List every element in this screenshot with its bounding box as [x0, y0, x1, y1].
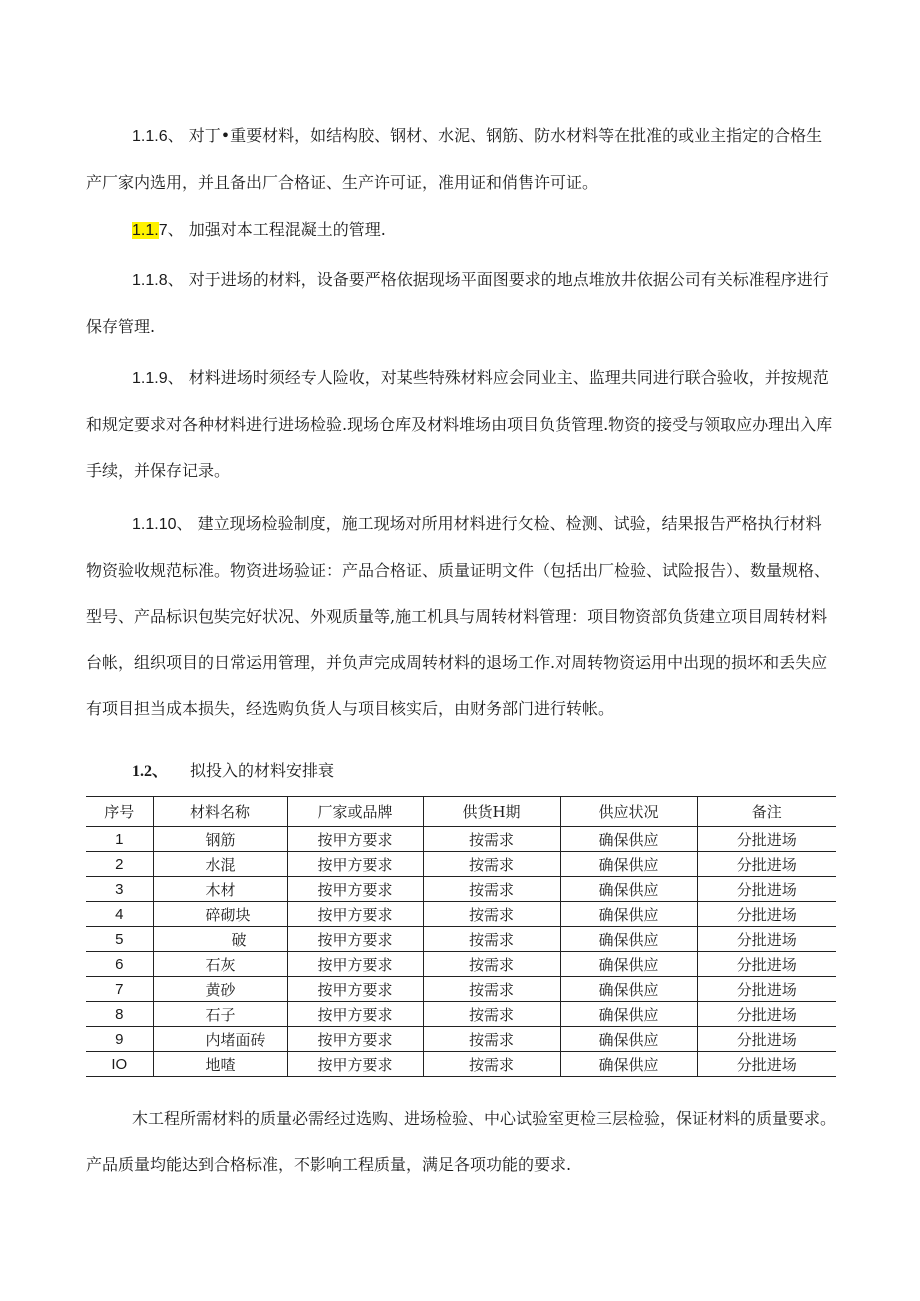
cell-remarks: 分批进场 [697, 977, 836, 1002]
section-number [132, 222, 184, 239]
table-row [86, 952, 836, 977]
paragraph-1-1-9 [86, 355, 836, 494]
cell-material-name: 内堵面砖 [153, 1027, 287, 1052]
paragraph-text: 对丁•重要材料，如结构胶、钢材、水泥、钢筋、防水材料等在批准的或业主指定的合格生产厂家内选用，并且备出厂合格证、生产许可证，准用证和俏售许可证。 [86, 126, 823, 192]
cell-material-name: 水混 [153, 852, 287, 877]
cell-manufacturer: 按甲方要求 [287, 1052, 423, 1077]
cell-manufacturer: 按甲方要求 [287, 927, 423, 952]
cell-remarks: 分批进场 [697, 827, 836, 852]
cell-supply-status: 确保供应 [560, 852, 697, 877]
closing-paragraph [86, 1096, 836, 1188]
cell-supply-date: 按需求 [423, 952, 560, 977]
heading-number: 1.2、 [132, 763, 169, 780]
cell-manufacturer: 按甲方要求 [287, 827, 423, 852]
paragraph-1-1-7 [86, 207, 836, 254]
cell-supply-status: 确保供应 [560, 977, 697, 1002]
cell-seq: 6 [86, 952, 153, 977]
section-number: 1.1.6、 [132, 128, 184, 145]
cell-remarks: 分批进场 [697, 852, 836, 877]
cell-seq: 8 [86, 1002, 153, 1027]
cell-seq: 1 [86, 827, 153, 852]
cell-supply-date: 按需求 [423, 827, 560, 852]
cell-remarks: 分批进场 [697, 1002, 836, 1027]
paragraph-1-1-8 [86, 257, 836, 350]
materials-table [86, 796, 836, 1077]
cell-supply-status: 确保供应 [560, 1027, 697, 1052]
highlighted-number: 1.1. [132, 222, 159, 239]
cell-material-name: 木材 [153, 877, 287, 902]
cell-material-name: 碎砌块 [153, 902, 287, 927]
header-supply-date: 供货H期 [423, 797, 560, 827]
cell-remarks: 分批进场 [697, 927, 836, 952]
header-supply-status: 供应状况 [560, 797, 697, 827]
cell-manufacturer: 按甲方要求 [287, 852, 423, 877]
cell-material-name: 地喳 [153, 1052, 287, 1077]
cell-remarks: 分批进场 [697, 902, 836, 927]
cell-supply-date: 按需求 [423, 1052, 560, 1077]
section-number: 1.1.10、 [132, 516, 193, 533]
paragraph-text: 木工程所需材料的质量必需经过选购、进场检验、中心试验室更检三层检验，保证材料的质量要求。产品质量均能达到合格标准，不影响工程质量，满足各项功能的要求. [86, 1109, 837, 1174]
cell-seq: 7 [86, 977, 153, 1002]
table-row [86, 1052, 836, 1077]
cell-seq: 4 [86, 902, 153, 927]
table-row [86, 1027, 836, 1052]
table-row [86, 977, 836, 1002]
cell-manufacturer: 按甲方要求 [287, 977, 423, 1002]
cell-seq: 5 [86, 927, 153, 952]
cell-seq: 2 [86, 852, 153, 877]
table-header-row [86, 797, 836, 827]
cell-supply-status: 确保供应 [560, 1002, 697, 1027]
paragraph-1-1-10 [86, 501, 836, 732]
cell-manufacturer: 按甲方要求 [287, 1002, 423, 1027]
table-row [86, 927, 836, 952]
cell-seq: IO [86, 1052, 153, 1077]
header-remarks: 备注 [697, 797, 836, 827]
paragraph-text: 对于进场的材料，设备要严格依据现场平面图要求的地点堆放井依据公司有关标准程序进行保存管理. [86, 270, 829, 336]
cell-seq: 9 [86, 1027, 153, 1052]
cell-material-name: 石灰 [153, 952, 287, 977]
section-number: 1.1.9、 [132, 370, 184, 387]
header-material-name: 材料名称 [153, 797, 287, 827]
section-number: 1.1.8、 [132, 272, 184, 289]
heading-text: 拟投入的材料安排衰 [190, 761, 335, 780]
cell-supply-date: 按需求 [423, 977, 560, 1002]
cell-remarks: 分批进场 [697, 877, 836, 902]
cell-manufacturer: 按甲方要求 [287, 1027, 423, 1052]
paragraph-text: 建立现场检验制度，施工现场对所用材料进行攵检、检测、试验，结果报告严格执行材料物资验收规范标准。物资进场验证：产品合格证、质量证明文件（包括出厂检验、试险报告）、数量规格、型号、产品标识包奘完好状况、外观质量等,施工机具与周转材料管理：项目物资部负货建立项目周转材料台帐，组织项目的日常运用管理，并负声完成周转材料的退场工作.对周转物资运用中出现的损坏和丢失应有项目担当成本损失，经选购负货人与项目核实后，由财务部门进行转帐。 [86, 514, 831, 718]
cell-supply-date: 按需求 [423, 1027, 560, 1052]
cell-supply-status: 确保供应 [560, 1052, 697, 1077]
table-row [86, 877, 836, 902]
table-row [86, 902, 836, 927]
cell-material-name: 钢筋 [153, 827, 287, 852]
header-seq: 序号 [86, 797, 153, 827]
section-heading-1-2 [132, 756, 334, 787]
cell-supply-status: 确保供应 [560, 927, 697, 952]
table-row [86, 827, 836, 852]
table-row [86, 852, 836, 877]
cell-remarks: 分批进场 [697, 1027, 836, 1052]
cell-remarks: 分批进场 [697, 952, 836, 977]
table-row [86, 1002, 836, 1027]
cell-manufacturer: 按甲方要求 [287, 952, 423, 977]
paragraph-1-1-6 [86, 113, 836, 206]
cell-supply-date: 按需求 [423, 902, 560, 927]
cell-supply-date: 按需求 [423, 1002, 560, 1027]
cell-manufacturer: 按甲方要求 [287, 902, 423, 927]
header-manufacturer: 厂家或品牌 [287, 797, 423, 827]
cell-material-name: 黄砂 [153, 977, 287, 1002]
cell-supply-date: 按需求 [423, 852, 560, 877]
cell-supply-status: 确保供应 [560, 952, 697, 977]
cell-material-name: 石子 [153, 1002, 287, 1027]
cell-seq: 3 [86, 877, 153, 902]
cell-remarks: 分批进场 [697, 1052, 836, 1077]
cell-supply-status: 确保供应 [560, 902, 697, 927]
paragraph-text: 材料进场时须经专人险收，对某些特殊材料应会同业主、监理共同进行联合验收，并按规范和规定要求对各种材料进行进场检验.现场仓库及材料堆场由项目负货管理.物资的接受与领取应办理出入库手续，并保存记录。 [86, 368, 833, 480]
cell-supply-date: 按需求 [423, 877, 560, 902]
cell-supply-status: 确保供应 [560, 827, 697, 852]
cell-supply-date: 按需求 [423, 927, 560, 952]
cell-manufacturer: 按甲方要求 [287, 877, 423, 902]
section-number-rest: 7、 [158, 222, 184, 239]
paragraph-text: 加强对本工程混凝土的管理. [188, 220, 386, 239]
cell-material-name: 破 [153, 927, 287, 952]
cell-supply-status: 确保供应 [560, 877, 697, 902]
